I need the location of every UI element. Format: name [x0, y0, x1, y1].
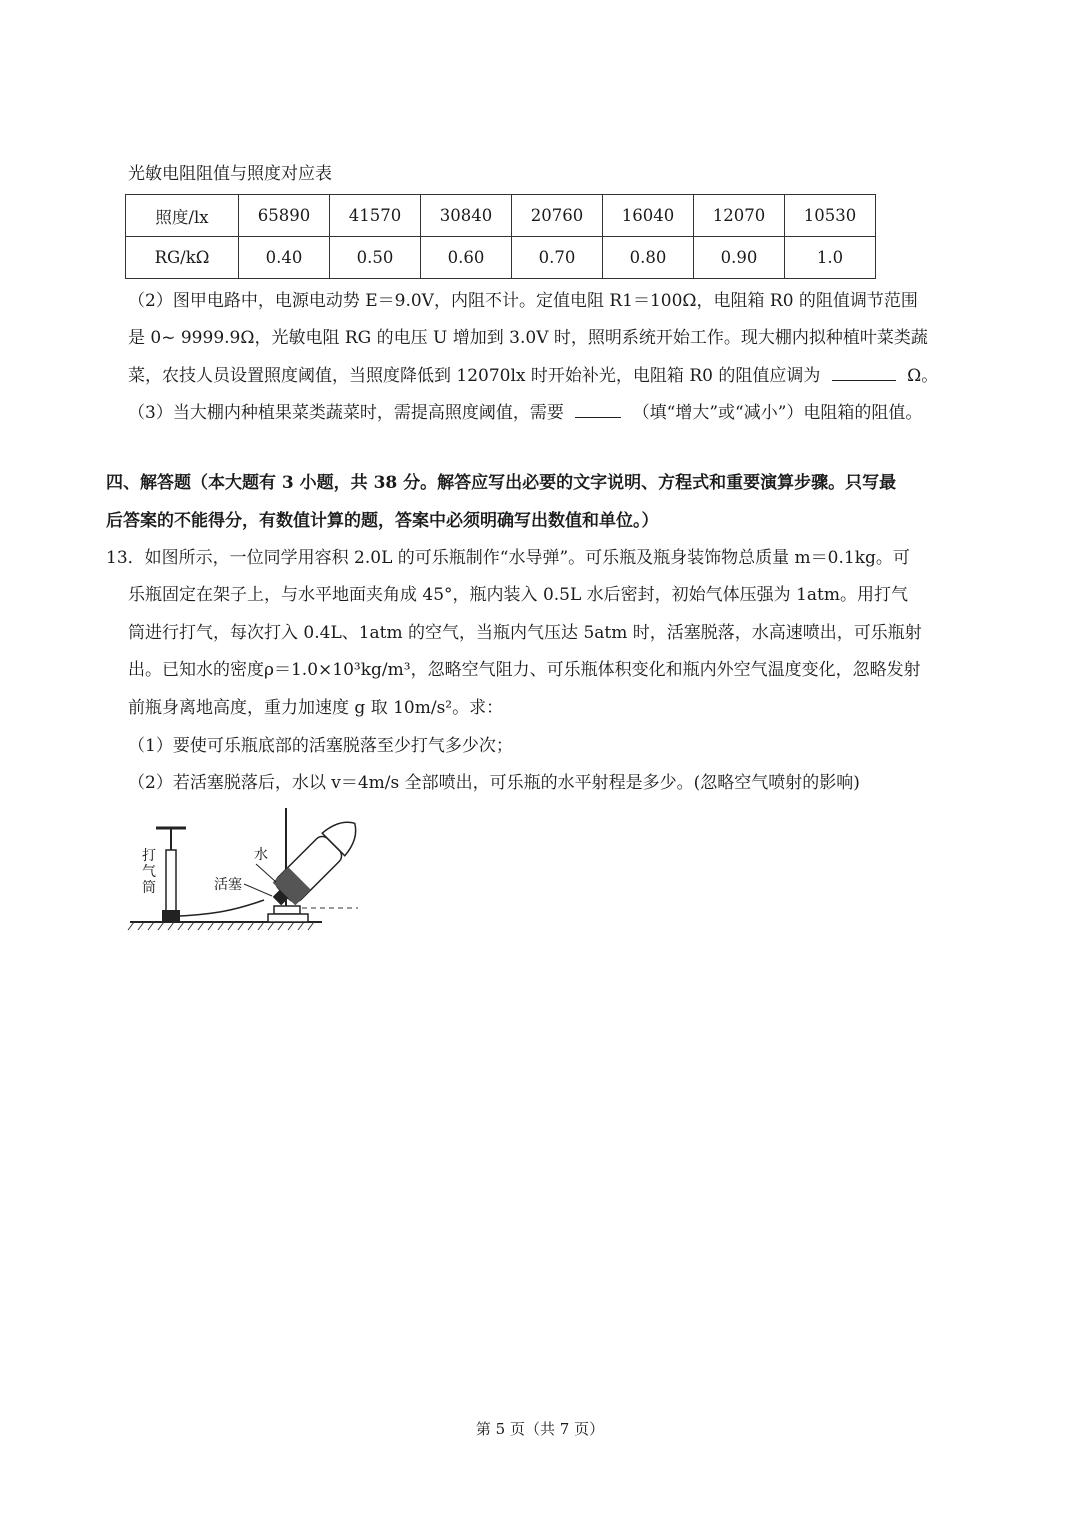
q12-part2-line3-text: 菜，农技人员设置照度阈值，当照度降低到 12070lx 时开始补光，电阻箱 R0 的阻值应调为	[128, 366, 821, 386]
q13-sub2: （2）若活塞脱落后，水以 v＝4m/s 全部喷出，可乐瓶的水平射程是多少。(忽略空气喷射的影响)	[128, 773, 860, 793]
q13-sub1: （1）要使可乐瓶底部的活塞脱落至少打气多少次；	[128, 736, 513, 756]
q13-line2: 乐瓶固定在架子上，与水平地面夹角成 45°，瓶内装入 0.5L 水后密封，初始气体压强为 1atm。用打气	[128, 585, 908, 605]
table-cell: 0.70	[512, 237, 603, 279]
piston-label: 活塞	[214, 877, 242, 893]
table-header-illuminance: 照度/lx	[126, 195, 239, 237]
table-cell: 30840	[421, 195, 512, 237]
q13-line4: 出。已知水的密度ρ＝1.0×10³kg/m³，忽略空气阻力、可乐瓶体积变化和瓶内外空气温度变化，忽略发射	[128, 660, 921, 680]
section4-heading-line1: 四、解答题（本大题有 3 小题，共 38 分。解答应写出必要的文字说明、方程式和重要演算步骤。只写最	[106, 473, 897, 493]
resistance-table	[125, 194, 876, 279]
table-cell: 0.50	[330, 237, 421, 279]
table-cell: 20760	[512, 195, 603, 237]
table-cell: 10530	[785, 195, 876, 237]
table-cell: 0.80	[603, 237, 694, 279]
q12-part2-line1: （2）图甲电路中，电源电动势 E＝9.0V，内阻不计。定值电阻 R1＝100Ω，电阻箱 R0 的阻值调节范围	[128, 291, 918, 311]
q12-part2-line2: 是 0~ 9999.9Ω，光敏电阻 RG 的电压 U 增加到 3.0V 时，照明系统开始工作。现大棚内拟种植叶菜类蔬	[128, 328, 928, 348]
table-caption: 光敏电阻阻值与照度对应表	[128, 164, 332, 184]
table-cell: 0.40	[239, 237, 330, 279]
table-cell: 1.0	[785, 237, 876, 279]
table-cell: 0.90	[694, 237, 785, 279]
table-cell: 12070	[694, 195, 785, 237]
table-cell: 16040	[603, 195, 694, 237]
page-footer: 第 5 页（共 7 页）	[475, 1420, 605, 1438]
water-rocket-diagram	[126, 806, 366, 938]
water-label: 水	[254, 847, 268, 863]
q12-part3-text-end: （填“增大”或“减小”）电阻箱的阻值。	[632, 403, 923, 423]
section4-heading-line2: 后答案的不能得分，有数值计算的题，答案中必须明确写出数值和单位。）	[106, 511, 659, 531]
q12-part3	[128, 403, 922, 423]
q13-line3: 筒进行打气，每次打入 0.4L、1atm 的空气，当瓶内气压达 5atm 时，活塞脱落，水高速喷出，可乐瓶射	[128, 623, 922, 643]
q13-line5: 前瓶身离地高度，重力加速度 g 取 10m/s²。求：	[128, 698, 504, 718]
table-header-resistance: RG/kΩ	[126, 237, 239, 279]
q13-line1: 13．如图所示，一位同学用容积 2.0L 的可乐瓶制作“水导弹”。可乐瓶及瓶身装饰物总质量 m＝0.1kg。可	[106, 548, 910, 568]
table-row	[126, 237, 876, 279]
answer-blank[interactable]	[832, 366, 896, 381]
pump-label: 打气筒	[142, 848, 156, 896]
table-row	[126, 195, 876, 237]
answer-blank[interactable]	[575, 403, 621, 418]
table-cell: 0.60	[421, 237, 512, 279]
q12-part3-text: （3）当大棚内种植果菜类蔬菜时，需提高照度阈值，需要	[128, 403, 564, 423]
table-cell: 65890	[239, 195, 330, 237]
water-rocket-figure	[126, 806, 366, 942]
q12-part2-line3	[128, 366, 938, 386]
table-cell: 41570	[330, 195, 421, 237]
q12-part2-unit: Ω。	[907, 366, 939, 386]
